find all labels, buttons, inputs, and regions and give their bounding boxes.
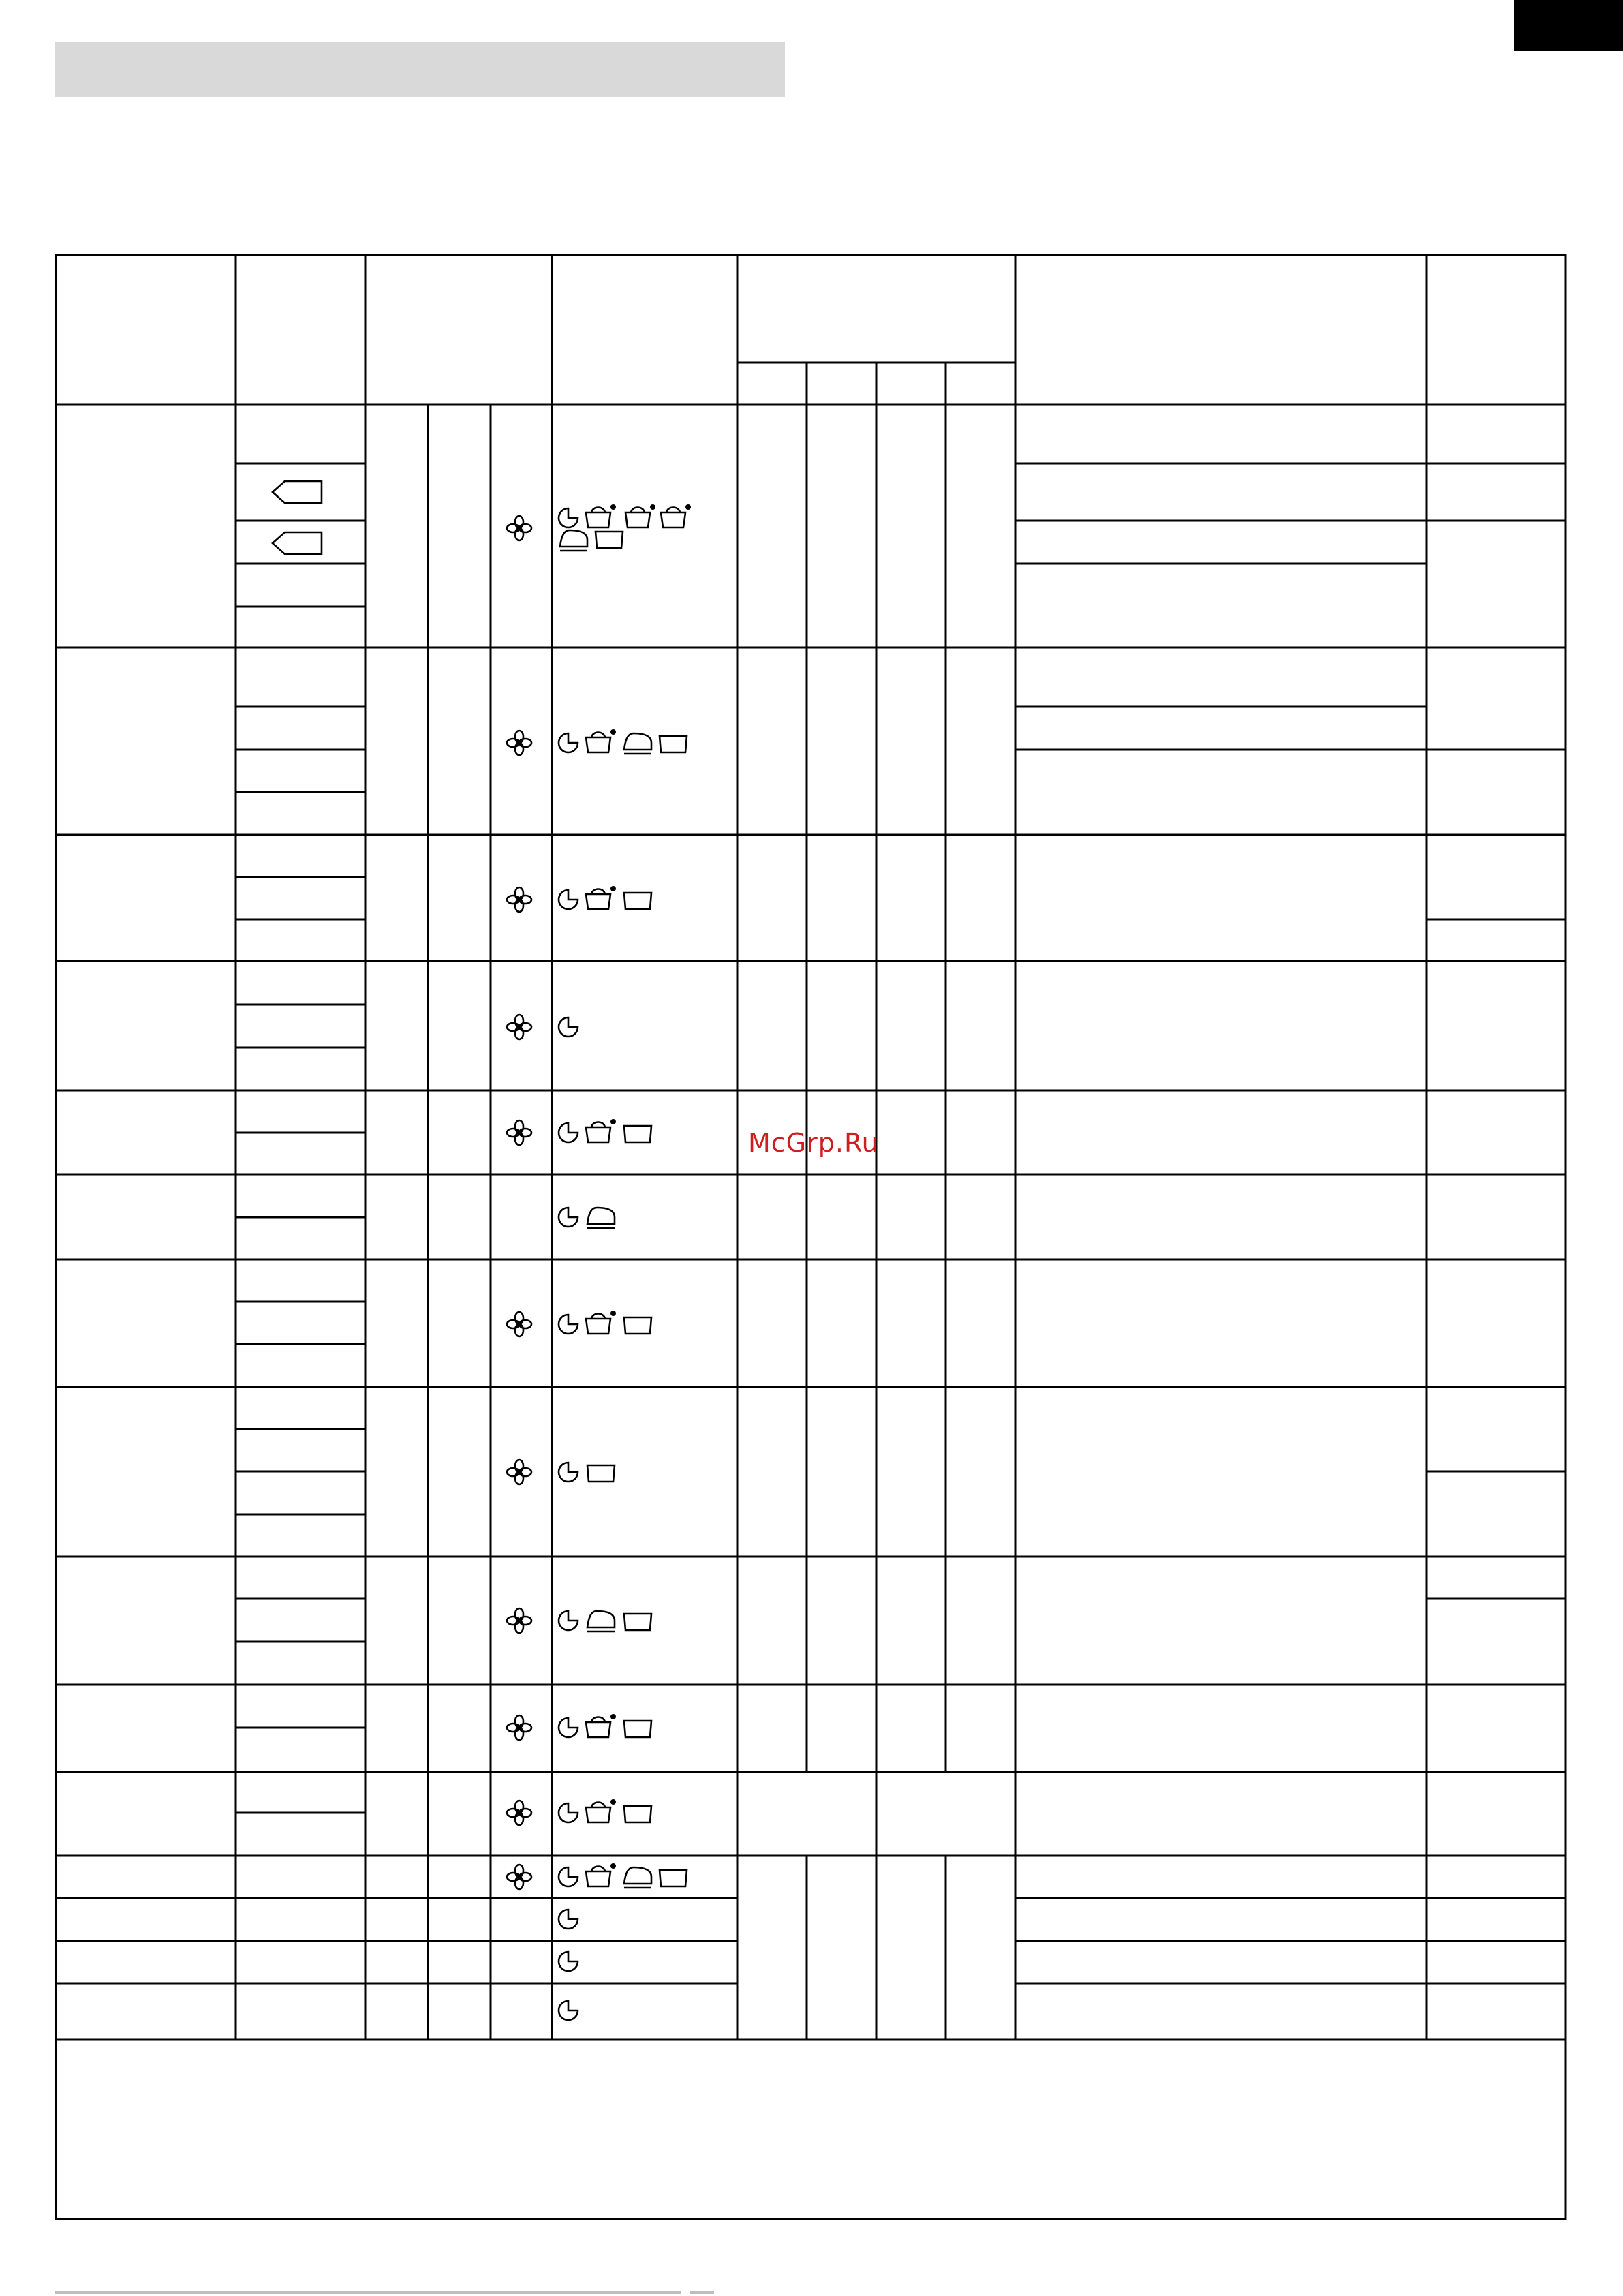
programme-symbols	[559, 729, 687, 754]
spin-flower-icon	[507, 1460, 531, 1484]
programme-symbols	[559, 2001, 578, 2020]
sub-rows-col2	[236, 463, 365, 1813]
spin-flower-icon	[507, 1120, 531, 1145]
programme-symbols	[559, 504, 691, 551]
programme-symbols	[559, 1910, 578, 1929]
spin-flower-icon	[507, 516, 531, 540]
spin-flower-icon	[507, 1608, 531, 1633]
programme-symbols	[559, 1952, 578, 1971]
spin-flower-icon	[507, 887, 531, 912]
programme-symbols	[559, 1311, 651, 1334]
watermark: McGrp.Ru	[748, 1128, 879, 1158]
programme-symbols	[559, 1611, 651, 1632]
programme-symbols	[559, 1714, 651, 1737]
footer-rule-short	[690, 2291, 714, 2294]
table-frame	[56, 255, 1566, 2219]
programme-symbols	[559, 886, 651, 909]
footer-rule	[55, 2291, 681, 2294]
programme-symbols	[559, 1119, 651, 1142]
spin-flower-icon	[507, 1865, 531, 1889]
programme-symbols	[559, 1017, 578, 1037]
programme-symbols	[559, 1799, 651, 1822]
spin-flower-icon	[507, 1312, 531, 1336]
spin-flower-icon	[507, 731, 531, 755]
spin-flower-icon	[507, 1715, 531, 1740]
programme-symbols	[559, 1208, 615, 1228]
label-tag-icon	[273, 532, 322, 554]
programme-symbols	[559, 1463, 615, 1482]
spin-flower-icon	[507, 1801, 531, 1825]
spin-flower-icon	[507, 1015, 531, 1039]
label-tag-icon	[273, 481, 322, 503]
programme-symbols	[559, 1863, 687, 1888]
